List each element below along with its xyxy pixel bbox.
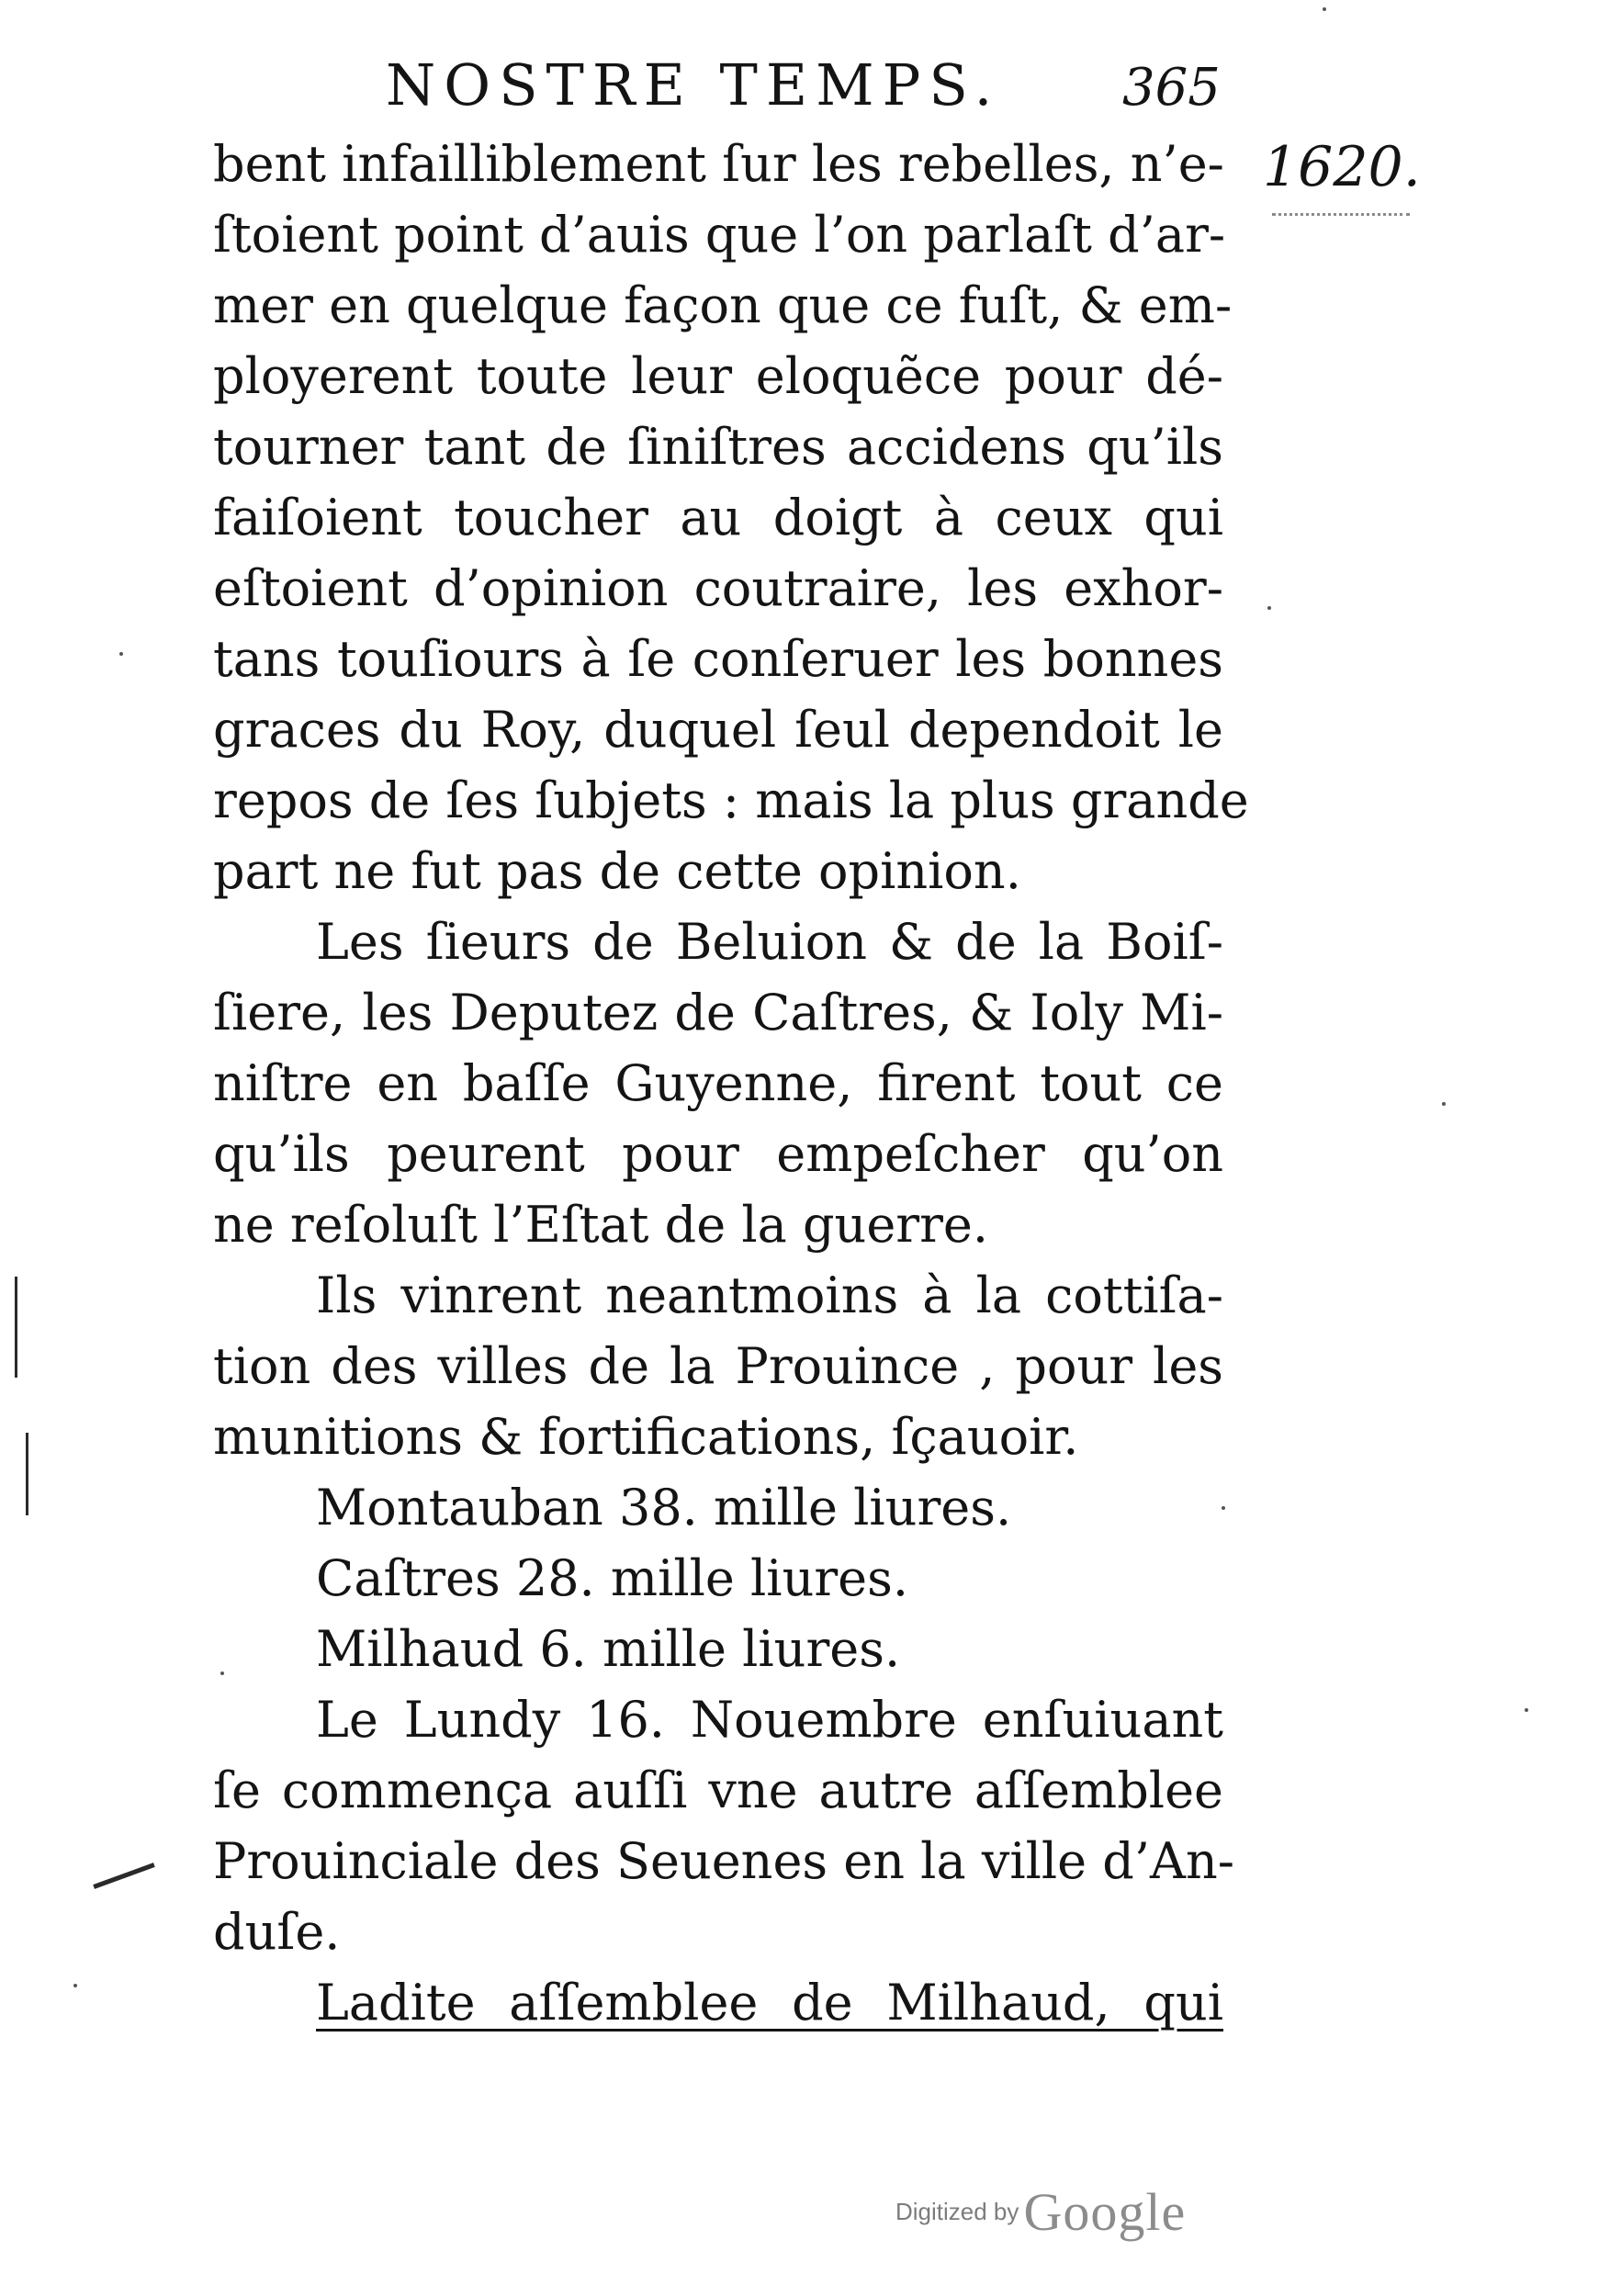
text-line: bent infailliblement ſur les rebelles, n’e- bbox=[213, 135, 1224, 193]
text-line: mer en quelque façon que ce fuſt, & em- bbox=[213, 276, 1233, 334]
scan-mark bbox=[26, 1433, 28, 1515]
text-line: ſe commença auſſi vne autre aſſemblee bbox=[213, 1761, 1223, 1819]
text-line: ſiere, les Deputez de Caſtres, & Ioly Mi- bbox=[213, 984, 1223, 1041]
digitized-by-label: Digitized by bbox=[895, 2198, 1019, 2225]
list-item: Montauban 38. mille liures. bbox=[316, 1479, 1012, 1536]
google-logo: Google bbox=[1023, 2182, 1187, 2242]
text-line: tans touſiours à ſe conſeruer les bonnes bbox=[213, 630, 1223, 688]
text-line: ne reſoluſt l’Eſtat de la guerre. bbox=[213, 1196, 989, 1254]
scan-speck bbox=[119, 652, 123, 656]
digitized-by-google-watermark bbox=[895, 2181, 1186, 2243]
text-line: repos de ſes ſubjets : mais la plus grande bbox=[213, 771, 1249, 829]
text-line: part ne fut pas de cette opinion. bbox=[213, 842, 1021, 900]
text-line: qu’ils peurent pour empeſcher qu’on bbox=[213, 1125, 1223, 1183]
text-line: Les ſieurs de Beluion & de la Boiſ- bbox=[316, 913, 1223, 971]
text-line: graces du Roy, duquel ſeul dependoit le bbox=[213, 701, 1223, 759]
text-line: ployerent toute leur eloquẽce pour dé- bbox=[213, 347, 1223, 405]
scan-mark bbox=[93, 1863, 154, 1889]
text-line: Prouinciale des Seuenes en la ville d’An- bbox=[213, 1832, 1235, 1890]
scan-mark bbox=[15, 1277, 17, 1378]
list-item: Milhaud 6. mille liures. bbox=[316, 1620, 901, 1678]
text-line: Le Lundy 16. Nouembre enſuiuant bbox=[316, 1691, 1223, 1749]
text-line: ſtoient point d’auis que l’on parlaſt d’ar- bbox=[213, 206, 1226, 264]
scan-speck bbox=[1267, 606, 1271, 610]
scan-speck bbox=[1442, 1102, 1446, 1106]
scan-speck bbox=[220, 1671, 224, 1675]
text-line: tion des villes de la Prouince , pour les bbox=[213, 1337, 1223, 1395]
text-line: tourner tant de ſiniſtres accidens qu’ils bbox=[213, 418, 1223, 476]
catchword-line: Ladite aſſemblee de Milhaud, qui bbox=[316, 1974, 1223, 2032]
margin-year-rule bbox=[1272, 213, 1410, 216]
body-text bbox=[213, 129, 1249, 2038]
text-line: munitions & fortifications, ſçauoir. bbox=[213, 1408, 1079, 1466]
scan-speck bbox=[73, 1984, 77, 1987]
page-number: 365 bbox=[1122, 58, 1221, 118]
list-item: Caſtres 28. mille liures. bbox=[316, 1549, 908, 1607]
margin-year: 1620. bbox=[1263, 135, 1421, 199]
running-head: NOSTRE TEMPS. bbox=[386, 51, 1001, 118]
text-line: Ils vinrent neantmoins à la cottiſa- bbox=[316, 1266, 1223, 1324]
text-line: niſtre en baſſe Guyenne, firent tout ce bbox=[213, 1054, 1223, 1112]
scan-speck bbox=[1222, 1506, 1225, 1510]
text-line: faiſoient toucher au doigt à ceux qui bbox=[213, 489, 1223, 546]
text-line: eſtoient d’opinion coutraire, les exhor- bbox=[213, 559, 1223, 617]
scan-speck bbox=[1525, 1708, 1528, 1712]
scan-speck bbox=[1323, 7, 1326, 11]
text-line: duſe. bbox=[213, 1903, 341, 1961]
